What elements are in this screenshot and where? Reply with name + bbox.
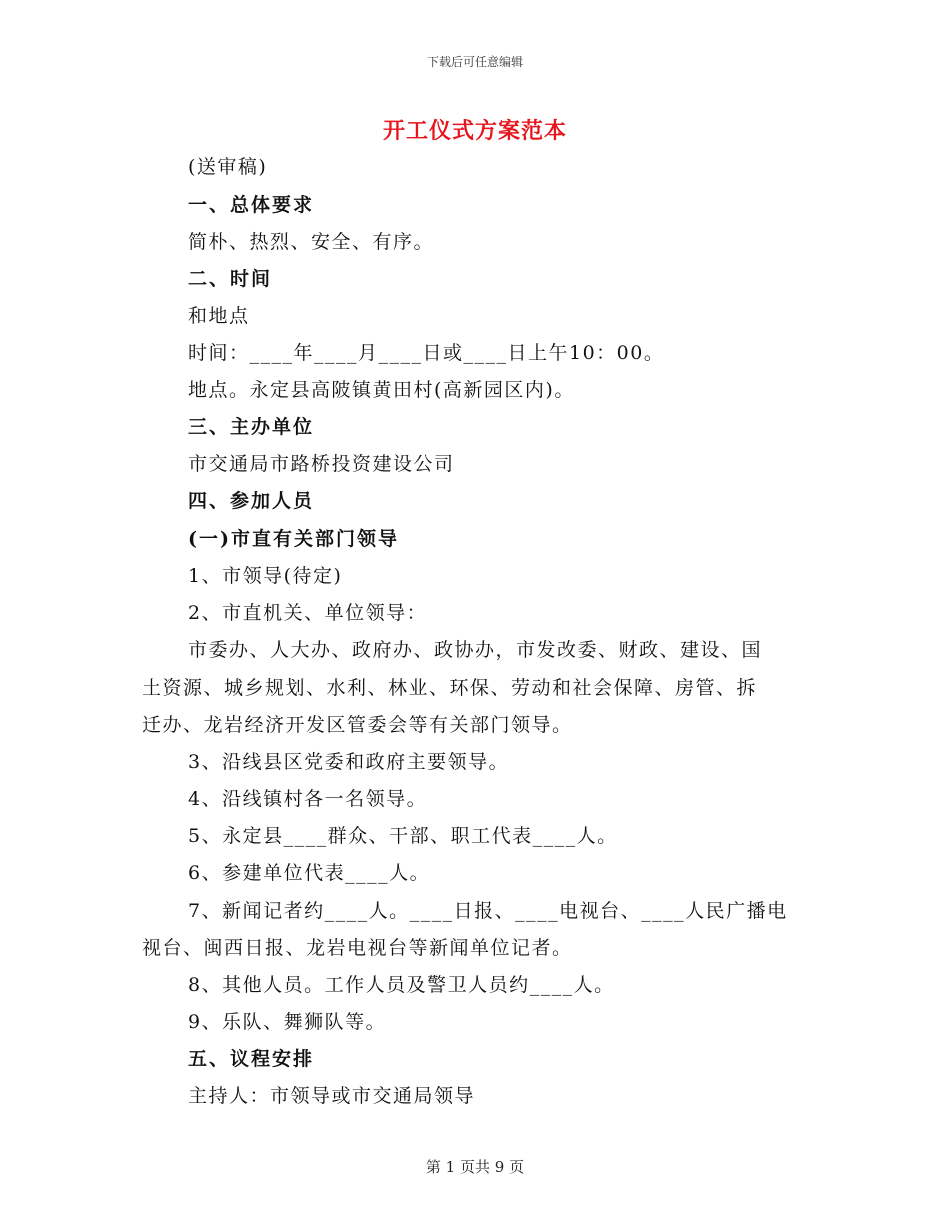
paragraph: 市委办、人大办、政府办、政协办，市发改委、财政、建设、国	[188, 639, 763, 661]
paragraph-time: 时间：____年____月____日或____日上午10：00。	[188, 342, 665, 364]
header-note: 下载后可任意编辑	[426, 55, 523, 69]
subsection-heading: (一)市直有关部门领导	[188, 528, 399, 550]
section-heading-organizer: 三、主办单位	[188, 416, 315, 438]
list-item: 2、市直机关、单位领导：	[188, 602, 428, 624]
paragraph-organizer: 市交通局市路桥投资建设公司	[188, 453, 455, 475]
section-heading-participants: 四、参加人员	[188, 490, 315, 512]
section-heading-requirements: 一、总体要求	[188, 194, 315, 216]
list-item: 7、新闻记者约____人。____日报、____电视台、____人民广播电	[188, 900, 788, 922]
list-item: 9、乐队、舞狮队等。	[188, 1011, 387, 1033]
paragraph-host: 主持人：市领导或市交通局领导	[188, 1085, 476, 1107]
paragraph: 迁办、龙岩经济开发区管委会等有关部门领导。	[142, 714, 573, 736]
list-item: 6、参建单位代表____人。	[188, 862, 431, 884]
section-heading-agenda: 五、议程安排	[188, 1048, 315, 1070]
paragraph: 和地点	[188, 305, 250, 327]
list-item: 4、沿线镇村各一名领导。	[188, 788, 428, 810]
paragraph: 土资源、城乡规划、水利、林业、环保、劳动和社会保障、房管、拆	[142, 677, 758, 699]
list-item: 3、沿线县区党委和政府主要领导。	[188, 751, 510, 773]
section-heading-time: 二、时间	[188, 268, 273, 290]
page-number: 第 1 页共 9 页	[425, 1158, 525, 1176]
paragraph: 视台、闽西日报、龙岩电视台等新闻单位记者。	[142, 937, 573, 959]
paragraph-location: 地点。永定县高陂镇黄田村(高新园区内)。	[188, 379, 575, 401]
paragraph: 简朴、热烈、安全、有序。	[188, 231, 435, 253]
list-item: 1、市领导(待定)	[188, 565, 343, 587]
document-title: 开工仪式方案范本	[382, 118, 567, 144]
list-item: 8、其他人员。工作人员及警卫人员约____人。	[188, 974, 615, 996]
draft-note: (送审稿)	[188, 156, 268, 178]
list-item: 5、永定县____群众、干部、职工代表____人。	[188, 825, 618, 847]
